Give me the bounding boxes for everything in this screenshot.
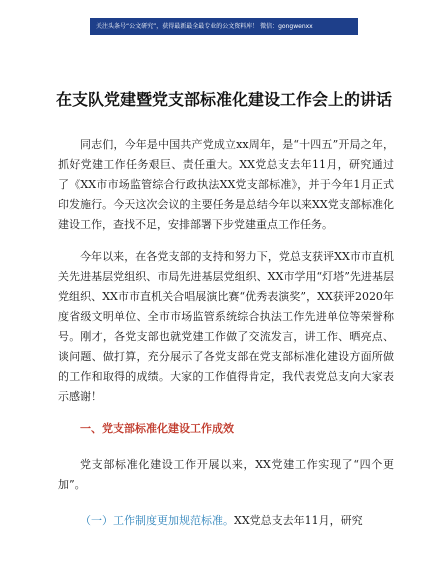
- subheading-1: （一）工作制度更加规范标准。: [80, 514, 234, 527]
- paragraph-2: 今年以来，在各党支部的支持和努力下，党总支获评XX市市直机关先进基层党组织、市局先进基层党组织、XX市学用“灯塔”先进基层党组织、XX市市直机关合唱展演比赛“优秀表演奖”，XX获评2020年度省级文明单位、全市市场监管系统综合执法工作先进单位等荣誉称号。刚才，各党支部也就党建工作做了交流发言，讲工作、晒亮点、谈问题、做打算，充分展示了各党支部在党支部标准化建设方面所做的工作和取得的成绩。大家的工作值得肯定，我代表党总支向大家表示感谢！: [58, 250, 394, 403]
- promo-banner: 关注头条号“公文研究”，获得最新最全最专业的公文资料库！ 微信：gongwenxx: [90, 18, 358, 35]
- document-body: [58, 135, 394, 531]
- section-heading-1: 一、党支部标准化建设工作成效: [80, 422, 234, 435]
- paragraph-4-text: XX党总支去年11月，研究: [234, 514, 363, 527]
- paragraph-1: 同志们，今年是中国共产党成立xx周年，是“十四五”开局之年，抓好党建工作任务艰巨、责任重大。XX党总支去年11月，研究通过了《XX市市场监管综合行政执法XX党支部标准》，并于今年1月正式印发施行。今天这次会议的主要任务是总结今年以来XX党支部标准化建设工作，查找不足，安排部署下步党建重点工作任务。: [58, 138, 394, 231]
- paragraph-3: 党支部标准化建设工作开展以来，XX党建工作实现了“四个更加”。: [58, 458, 394, 491]
- paragraph-4: [58, 511, 394, 531]
- document-title: 在支队党建暨党支部标准化建设工作会上的讲话: [55, 90, 392, 109]
